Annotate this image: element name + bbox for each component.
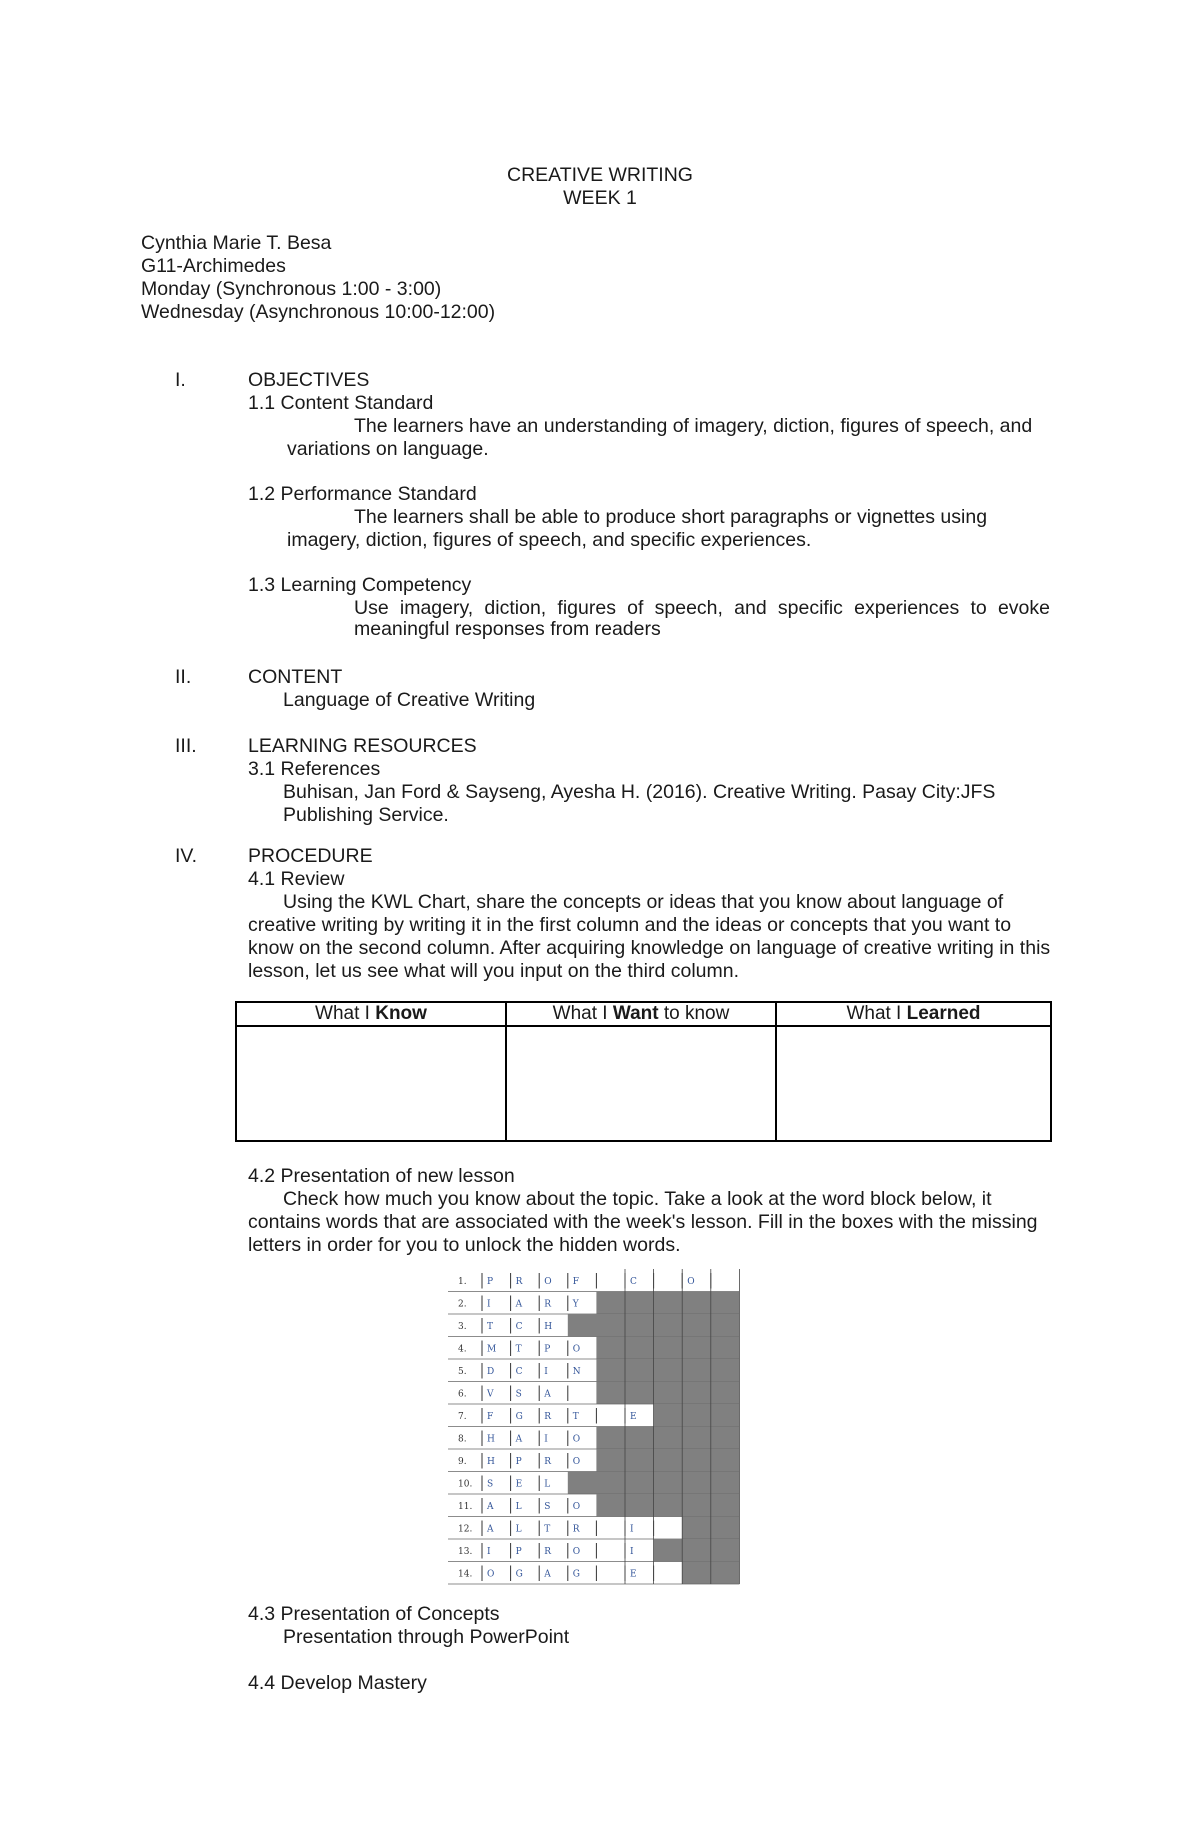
- mastery-label: 4.4 Develop Mastery: [248, 1672, 427, 1694]
- word-block-shade: [596, 1292, 739, 1315]
- references-label: 3.1 References: [248, 758, 381, 780]
- review-line1: Using the KWL Chart, share the concepts or ideas that you know about language of: [283, 891, 1004, 913]
- word-block-shade: [654, 1404, 740, 1427]
- word-block-shade: [654, 1539, 740, 1562]
- word-block-letter: A: [544, 1569, 551, 1580]
- kwl-learned-cell[interactable]: [776, 1026, 1051, 1141]
- word-block-letter: R: [544, 1547, 551, 1557]
- word-block-letter: A: [515, 1299, 523, 1310]
- word-block-letter: L: [515, 1502, 522, 1512]
- content-text: Language of Creative Writing: [283, 689, 536, 711]
- word-block-letter: A: [487, 1502, 494, 1512]
- word-block-row-number: 8.: [458, 1434, 467, 1445]
- word-block-letter: G: [515, 1569, 523, 1580]
- word-block-letter: S: [544, 1502, 551, 1512]
- week-label: WEEK 1: [563, 187, 637, 209]
- word-block-letter: E: [515, 1479, 523, 1490]
- word-block-shade: [596, 1427, 739, 1450]
- kwl-header-learned: What I Learned: [776, 1002, 1051, 1026]
- document-title: CREATIVE WRITING: [507, 164, 693, 186]
- word-block-letter: O: [572, 1344, 581, 1355]
- word-block-letter: T: [572, 1412, 579, 1422]
- learning-competency-line2: meaningful responses from readers: [354, 618, 661, 640]
- concepts-label: 4.3 Presentation of Concepts: [248, 1603, 500, 1625]
- word-block-letter: C: [515, 1322, 523, 1332]
- performance-standard-line1: The learners shall be able to produce short paragraphs or vignettes using: [354, 506, 988, 528]
- kwl-chart: [235, 1001, 1052, 1142]
- content-standard-line2: variations on language.: [287, 438, 489, 460]
- word-block-letter: M: [487, 1344, 497, 1355]
- word-block-letter: P: [515, 1457, 522, 1467]
- word-block-letter: A: [487, 1524, 494, 1535]
- section-name: G11-Archimedes: [141, 255, 286, 277]
- word-block-letter: I: [630, 1547, 634, 1557]
- word-block-puzzle: [448, 1267, 896, 1585]
- word-block-shade: [596, 1449, 739, 1472]
- word-block-shade: [596, 1382, 739, 1405]
- review-line2: creative writing by writing it in the first column and the ideas or concepts that you want to: [248, 914, 1012, 936]
- word-block-letter: P: [487, 1277, 494, 1287]
- content-standard-line1: The learners have an understanding of imagery, diction, figures of speech, and: [354, 415, 1033, 437]
- word-block-letter: R: [544, 1457, 551, 1467]
- procedure-numeral: IV.: [175, 845, 198, 867]
- word-block-letter: S: [487, 1479, 494, 1490]
- word-block-letter: H: [487, 1434, 495, 1445]
- word-block-shade: [596, 1494, 739, 1517]
- presentation-line3: letters in order for you to unlock the hidden words.: [248, 1234, 681, 1256]
- word-block-row-number: 13.: [458, 1547, 473, 1557]
- word-block-row-number: 14.: [458, 1569, 473, 1580]
- resources-numeral: III.: [175, 735, 197, 757]
- presentation-line1: Check how much you know about the topic. Take a look at the word block below, it: [283, 1188, 992, 1210]
- review-label: 4.1 Review: [248, 868, 345, 890]
- word-block-letter: O: [572, 1547, 581, 1557]
- word-block-letter: O: [544, 1277, 552, 1287]
- word-block-shade: [596, 1337, 739, 1360]
- word-block-letter: A: [515, 1434, 523, 1445]
- word-block-letter: E: [630, 1412, 637, 1422]
- word-block-row-number: 1.: [458, 1277, 467, 1287]
- word-block-letter: T: [515, 1344, 522, 1355]
- word-block-letter: F: [487, 1412, 494, 1422]
- concepts-text: Presentation through PowerPoint: [283, 1626, 570, 1648]
- word-block-letter: L: [515, 1524, 522, 1535]
- resources-heading: LEARNING RESOURCES: [248, 735, 477, 757]
- performance-standard-label: 1.2 Performance Standard: [248, 483, 477, 505]
- word-block-row-number: 7.: [458, 1412, 467, 1422]
- word-block-row-number: 2.: [458, 1299, 467, 1310]
- review-line4: lesson, let us see what will you input on the third column.: [248, 960, 740, 982]
- word-block-letter: O: [687, 1277, 695, 1287]
- procedure-heading: PROCEDURE: [248, 845, 373, 867]
- word-block-letter: O: [572, 1434, 581, 1445]
- word-block-letter: O: [572, 1457, 581, 1467]
- word-block-letter: I: [630, 1524, 634, 1535]
- word-block-letter: G: [515, 1412, 523, 1422]
- word-block-letter: R: [544, 1299, 551, 1310]
- word-block-letter: E: [630, 1569, 637, 1580]
- content-numeral: II.: [175, 666, 192, 688]
- content-standard-label: 1.1 Content Standard: [248, 392, 434, 414]
- content-heading: CONTENT: [248, 666, 343, 688]
- word-block-letter: I: [544, 1434, 548, 1445]
- word-block-letter: R: [515, 1277, 523, 1287]
- word-block-row-number: 6.: [458, 1389, 467, 1400]
- word-block-row-number: 12.: [458, 1524, 473, 1535]
- word-block-letter: N: [572, 1367, 581, 1377]
- learning-competency-line1: Use imagery, diction, figures of speech, and specific experiences to evoke: [354, 597, 1050, 619]
- word-block-letter: S: [515, 1389, 522, 1400]
- word-block-letter: P: [515, 1547, 522, 1557]
- word-block-letter: D: [487, 1367, 495, 1377]
- review-line3: know on the second column. After acquiring knowledge on language of creative writing in this: [248, 937, 1051, 959]
- objectives-numeral: I.: [175, 369, 186, 391]
- word-block-letter: T: [487, 1322, 494, 1332]
- word-block-letter: R: [544, 1412, 551, 1422]
- word-block-row-number: 4.: [458, 1344, 467, 1355]
- word-block-row-number: 3.: [458, 1322, 467, 1332]
- reference-line2: Publishing Service.: [283, 804, 449, 826]
- word-block-letter: I: [487, 1547, 491, 1557]
- word-block-letter: Y: [572, 1299, 579, 1310]
- schedule-monday: Monday (Synchronous 1:00 - 3:00): [141, 278, 442, 300]
- word-block-letter: H: [544, 1322, 553, 1332]
- word-block-letter: I: [487, 1299, 491, 1310]
- word-block-letter: L: [544, 1479, 551, 1490]
- word-block-letter: C: [515, 1367, 523, 1377]
- word-block-row-number: 9.: [458, 1457, 467, 1467]
- word-block-letter: R: [572, 1524, 580, 1535]
- word-block-row-number: 11.: [458, 1502, 473, 1512]
- word-block-letter: F: [572, 1277, 580, 1287]
- word-block-letter: A: [544, 1389, 551, 1400]
- presentation-label: 4.2 Presentation of new lesson: [248, 1165, 515, 1187]
- presentation-line2: contains words that are associated with the week's lesson. Fill in the boxes with the missing: [248, 1211, 1038, 1233]
- kwl-header-want: What I Want to know: [506, 1002, 776, 1026]
- kwl-want-cell[interactable]: [506, 1026, 776, 1141]
- word-block-letter: P: [544, 1344, 551, 1355]
- schedule-wednesday: Wednesday (Asynchronous 10:00-12:00): [141, 301, 496, 323]
- word-block-letter: O: [487, 1569, 495, 1580]
- word-block-letter: T: [544, 1524, 551, 1535]
- word-block-row-number: 10.: [458, 1479, 473, 1490]
- word-block-letter: O: [572, 1502, 581, 1512]
- performance-standard-line2: imagery, diction, figures of speech, and specific experiences.: [287, 529, 812, 551]
- kwl-header-know: What I Know: [236, 1002, 506, 1026]
- word-block-row-number: 5.: [458, 1367, 467, 1377]
- kwl-know-cell[interactable]: [236, 1026, 506, 1141]
- author-name: Cynthia Marie T. Besa: [141, 232, 332, 254]
- word-block-shade: [596, 1359, 739, 1382]
- word-block-letter: C: [630, 1277, 637, 1287]
- word-block-letter: G: [572, 1569, 581, 1580]
- word-block-letter: I: [544, 1367, 548, 1377]
- word-block-letter: H: [487, 1457, 495, 1467]
- word-block-letter: V: [487, 1389, 494, 1400]
- learning-competency-label: 1.3 Learning Competency: [248, 574, 472, 596]
- reference-line1: Buhisan, Jan Ford & Sayseng, Ayesha H. (2016). Creative Writing. Pasay City:JFS: [283, 781, 996, 803]
- objectives-heading: OBJECTIVES: [248, 369, 370, 391]
